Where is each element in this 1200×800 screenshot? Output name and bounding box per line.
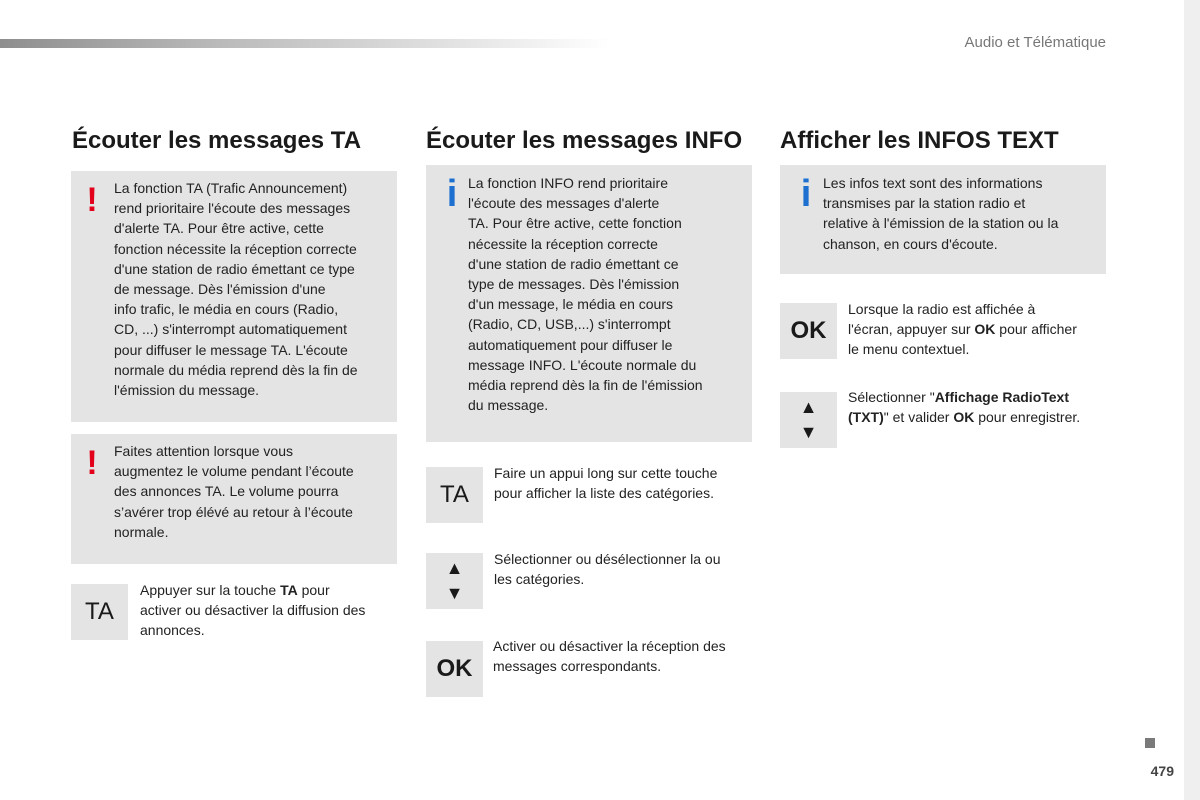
ok-key-icon: OK (780, 303, 837, 359)
up-down-arrow-keys-icon (780, 392, 837, 448)
section-heading-ta: Écouter les messages TA (72, 127, 362, 154)
info-text: La fonction INFO rend prioritaire l'écoute des messages d'alerte TA. Pour être active, cette fonction nécessite la réception correcte d'une station de radio émettant ce type de messages. Dès l'émission d'un message, le média en cours (Radio, CD, USB,...) s'interrompt automatiquement pour diffuser le message INFO. L'écoute normale du média reprend dès la fin de l'émission du message. (468, 175, 703, 414)
exclamation-icon: ! (86, 181, 98, 219)
infotext-ok-instruction: Lorsque la radio est affichée à l'écran, appuyer sur OK pour afficher le menu contextuel. (848, 301, 1077, 358)
chapter-title: Audio et Télématique (964, 34, 1106, 51)
section-heading-infotext: Afficher les INFOS TEXT (780, 127, 1059, 154)
info-icon: i (800, 173, 812, 215)
up-down-arrow-keys-icon (426, 553, 483, 609)
warning-box-ta (71, 171, 397, 422)
warning-box-volume (71, 434, 397, 564)
info-ta-instruction: Faire un appui long sur cette touche pour afficher la liste des catégories. (494, 465, 718, 502)
ta-key-icon: TA (426, 467, 483, 523)
ta-key-instruction: Appuyer sur la touche TA pour activer ou désactiver la diffusion des annonces. (140, 582, 366, 639)
arrow-up-icon: ▲ (799, 397, 818, 417)
info-box-infotext (780, 165, 1106, 274)
section-heading-info: Écouter les messages INFO (426, 127, 743, 154)
info-box-info (426, 165, 752, 442)
warning-text: Faites attention lorsque vous augmentez le volume pendant l’écoute des annonces TA. Le volume pourra s’avérer trop élévé au retour à l’écoute normale. (114, 443, 354, 540)
header-gradient-bar (0, 39, 610, 48)
exclamation-icon: ! (86, 444, 98, 482)
arrow-down-icon: ▼ (445, 583, 464, 603)
info-icon: i (446, 173, 458, 215)
warning-text: La fonction TA (Trafic Announcement) rend prioritaire l'écoute des messages d'alerte TA. Pour être active, cette fonction nécessite la réception correcte d'une station de radio émettant ce type de message. Dès l'émission d'une info trafic, le média en cours (Radio, CD, ...) s'interrompt automatiquement pour diffuser le message TA. L'écoute normale du média reprend dès la fin de l'émission du message. (114, 180, 358, 399)
page-edge-strip (1184, 0, 1200, 800)
ok-key-icon: OK (426, 641, 483, 697)
arrow-down-icon: ▼ (799, 422, 818, 442)
page-number: 479 (1150, 763, 1174, 779)
infotext-arrows-instruction: Sélectionner "Affichage RadioText (TXT)" et valider OK pour enregistrer. (848, 389, 1081, 426)
info-arrows-instruction: Sélectionner ou désélectionner la ou les catégories. (494, 551, 721, 588)
arrow-up-icon: ▲ (445, 558, 464, 578)
info-ok-instruction: Activer ou désactiver la réception des messages correspondants. (493, 638, 726, 675)
ta-key-icon: TA (71, 584, 128, 640)
page-marker-square (1145, 738, 1155, 748)
info-text: Les infos text sont des informations transmises par la station radio et relative à l'émission de la station ou la chanson, en cours d'écoute. (823, 175, 1059, 252)
